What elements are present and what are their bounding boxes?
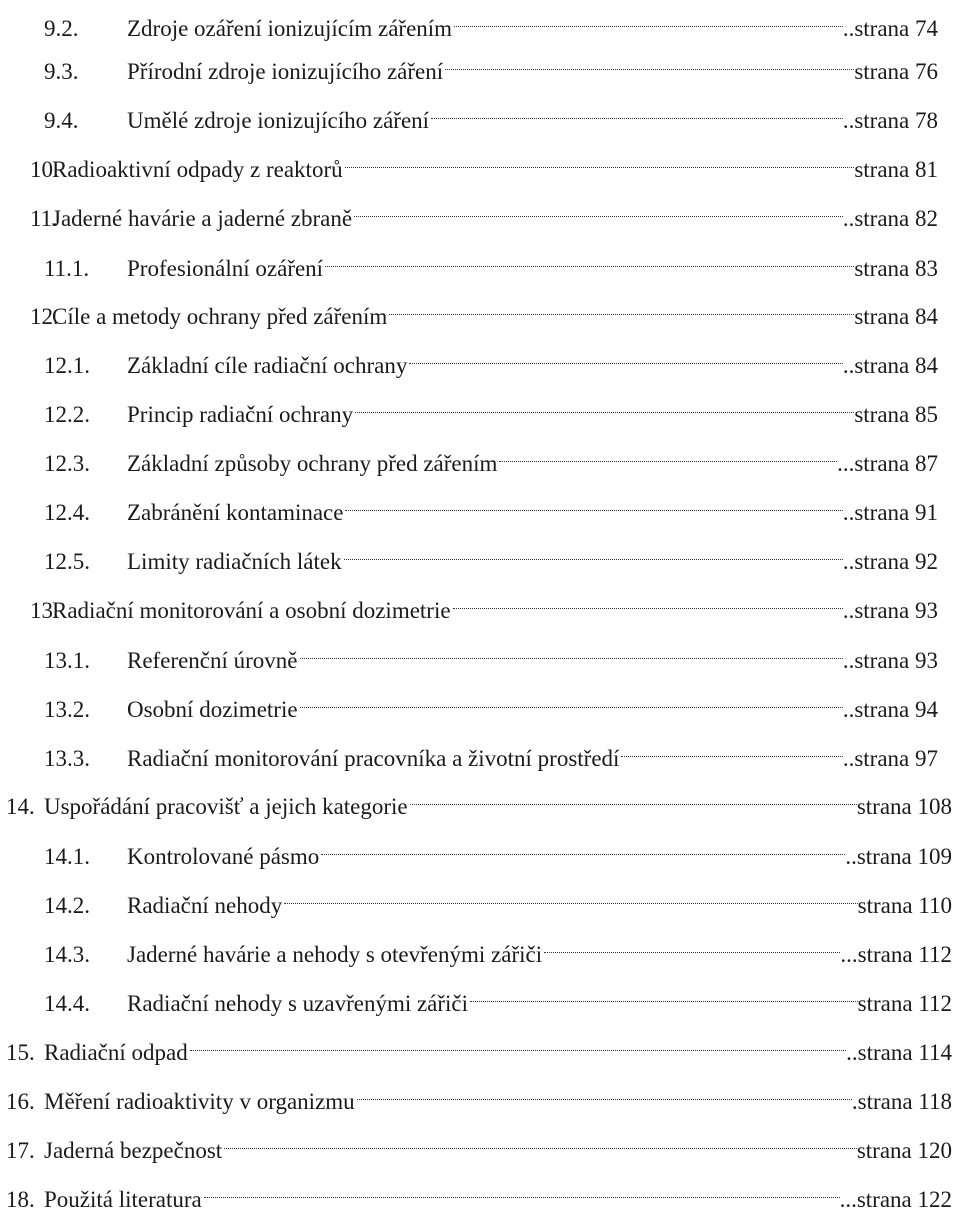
toc-row (6, 778, 952, 819)
toc-title: Základní cíle radiační ochrany (127, 353, 408, 378)
toc-leader (343, 484, 842, 520)
toc-page: ...strana 87 (837, 451, 938, 476)
toc-title: Jaderné havárie a nehody s otevřenými zářiči (127, 942, 543, 967)
toc-row (44, 926, 952, 967)
toc-row (44, 533, 938, 574)
toc-number: 14.2. (44, 893, 90, 918)
toc-row (44, 632, 938, 673)
toc-row (44, 92, 938, 133)
toc-page: .strana 118 (851, 1089, 952, 1114)
toc-title: Jaderné havárie a jaderné zbraně (52, 206, 353, 231)
toc-row (44, 877, 952, 918)
toc-row (44, 386, 938, 427)
toc-leader (342, 533, 843, 569)
toc-title: Osobní dozimetrie (127, 697, 298, 722)
toc-page: ..strana 93 (842, 648, 938, 673)
toc-leader (202, 1171, 840, 1207)
toc-number: 12.2. (44, 402, 90, 427)
toc-number: 12.1. (44, 353, 90, 378)
toc-number: 17. (6, 1138, 35, 1163)
toc-page: strana 84 (854, 304, 938, 329)
toc-page: strana 108 (856, 794, 952, 819)
toc-title: Radiační monitorování pracovníka a životní prostředí (127, 746, 620, 771)
toc-row (44, 681, 938, 722)
toc-leader (387, 288, 854, 324)
toc-title: Limity radiačních látek (127, 549, 342, 574)
toc-row (44, 43, 938, 84)
toc-page: strana 83 (854, 256, 938, 281)
toc-row (44, 240, 938, 281)
toc-row (30, 582, 938, 623)
toc-page: ..strana 82 (842, 206, 938, 231)
toc-page: ...strana 112 (840, 942, 952, 967)
toc-title: Referenční úrovně (127, 648, 298, 673)
toc-page: ...strana 122 (839, 1187, 952, 1212)
toc-number: 10. (30, 157, 59, 182)
toc-title: Základní způsoby ochrany před zářením (127, 451, 498, 476)
toc-row (6, 1073, 952, 1114)
toc-number: 11.1. (44, 256, 90, 281)
toc-number: 13.2. (44, 697, 90, 722)
toc-row (6, 1122, 952, 1163)
toc-number: 14.4. (44, 991, 90, 1016)
toc-title: Jaderná bezpečnost (44, 1138, 223, 1163)
toc-number: 13.1. (44, 648, 90, 673)
toc-leader (497, 435, 837, 471)
toc-leader (222, 1122, 857, 1158)
toc-title: Zdroje ozáření ionizujícím zářením (127, 16, 453, 41)
toc-row (44, 337, 938, 378)
toc-page: strana 85 (854, 402, 938, 427)
toc-leader (343, 141, 855, 177)
toc-number: 12.5. (44, 549, 90, 574)
toc-title: Přírodní zdroje ionizujícího záření (127, 59, 444, 84)
toc-row (44, 730, 938, 771)
toc-number: 13.3. (44, 746, 90, 771)
toc-row (44, 435, 938, 476)
toc-row (44, 828, 952, 869)
toc-number: 9.4. (44, 108, 79, 133)
toc-number: 13. (30, 598, 59, 623)
toc-leader (319, 828, 845, 864)
toc-leader (282, 877, 857, 913)
toc-row (30, 141, 938, 182)
toc-leader (408, 778, 857, 814)
toc-row (44, 484, 938, 525)
toc-page: strana 76 (854, 59, 938, 84)
toc-title: Měření radioaktivity v organizmu (44, 1089, 355, 1114)
toc-title: Radiační monitorování a osobní dozimetrie (52, 598, 451, 623)
toc-number: 9.2. (44, 16, 79, 41)
toc-row (44, 975, 952, 1016)
toc-page: ..strana 94 (842, 697, 938, 722)
toc-page: ..strana 74 (842, 16, 938, 41)
toc-page: ..strana 84 (842, 353, 938, 378)
toc-row (30, 288, 938, 329)
toc-leader (542, 926, 840, 962)
toc-page: ..strana 109 (845, 844, 952, 869)
toc-number: 12. (30, 304, 59, 329)
toc-title: Cíle a metody ochrany před zářením (52, 304, 388, 329)
toc-leader (452, 0, 843, 36)
toc-row (6, 1171, 952, 1212)
toc-title: Profesionální ozáření (127, 256, 324, 281)
toc-page: ..strana 78 (842, 108, 938, 133)
toc-page: ..strana 91 (842, 500, 938, 525)
toc-title: Umělé zdroje ionizujícího záření (127, 108, 430, 133)
toc-title: Použitá literatura (44, 1187, 202, 1212)
toc-title: Radioaktivní odpady z reaktorů (52, 157, 343, 182)
toc-number: 11. (30, 206, 58, 231)
toc-leader (353, 386, 854, 422)
toc-leader (352, 190, 843, 226)
toc-title: Radiační odpad (44, 1040, 188, 1065)
toc-page: ..strana 97 (842, 746, 938, 771)
toc-page: ..strana 93 (842, 598, 938, 623)
toc-title: Kontrolované pásmo (127, 844, 320, 869)
toc-leader (407, 337, 842, 373)
toc-page: strana 110 (857, 893, 952, 918)
toc-number: 12.3. (44, 451, 90, 476)
toc-leader (298, 681, 843, 717)
toc-leader (451, 582, 843, 618)
toc-page: strana 120 (856, 1138, 952, 1163)
toc-number: 12.4. (44, 500, 90, 525)
toc-leader (443, 43, 854, 79)
toc-page: strana 112 (857, 991, 952, 1016)
toc-number: 14.1. (44, 844, 90, 869)
toc-page: ..strana 92 (842, 549, 938, 574)
toc-number: 9.3. (44, 59, 79, 84)
toc-row (6, 1024, 952, 1065)
toc-leader (468, 975, 858, 1011)
toc-title: Radiační nehody s uzavřenými zářiči (127, 991, 469, 1016)
toc-page: strana 81 (854, 157, 938, 182)
toc-number: 14. (6, 794, 35, 819)
toc-number: 14.3. (44, 942, 90, 967)
toc-title: Zabránění kontaminace (127, 500, 344, 525)
toc-leader (323, 240, 854, 276)
toc-leader (619, 730, 842, 766)
toc-leader (188, 1024, 846, 1060)
toc-row (44, 0, 938, 41)
toc-leader (298, 632, 843, 668)
toc-row (30, 190, 938, 231)
toc-leader (355, 1073, 852, 1109)
toc-number: 15. (6, 1040, 35, 1065)
toc-number: 16. (6, 1089, 35, 1114)
toc-title: Uspořádání pracovišť a jejich kategorie (44, 794, 408, 819)
toc-title: Radiační nehody (127, 893, 283, 918)
toc-title: Princip radiační ochrany (127, 402, 354, 427)
toc-leader (429, 92, 843, 128)
toc-number: 18. (6, 1187, 35, 1212)
toc-page: ..strana 114 (846, 1040, 952, 1065)
